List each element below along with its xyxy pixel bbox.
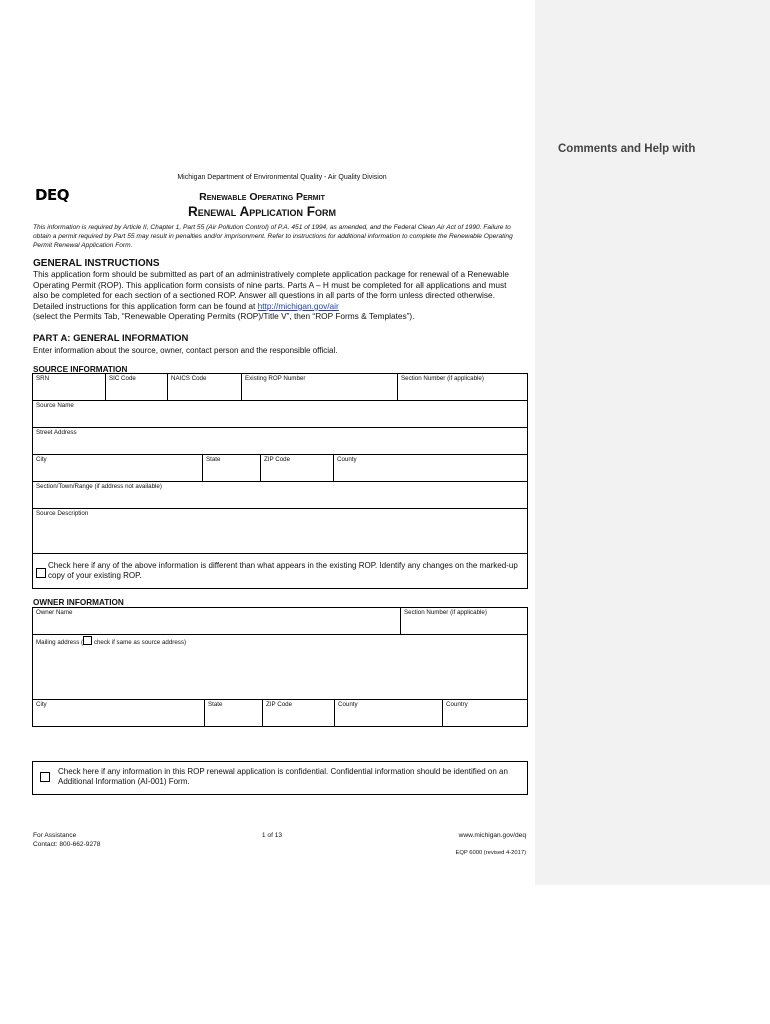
page-number: 1 of 13 bbox=[261, 832, 283, 839]
sic-code-field[interactable]: SIC Code bbox=[105, 373, 168, 401]
source-description-field[interactable]: Source Description bbox=[32, 508, 528, 554]
department-line: Michigan Department of Environmental Quality - Air Quality Division bbox=[177, 174, 387, 181]
intro-text: This information is required by Article II, Chapter 1, Part 55 (Air Pollution Control) of P.A. 451 of 1994, as amended, and the Federal Clean Air Act of 1990. Failure to obtain a permit required by Part 55 may result in penalties and/or imprisonment. Refer to instructions for additional information to complete the Renewable Operating Permit Renewal Application Form. bbox=[33, 224, 513, 249]
general-instructions-text bbox=[33, 269, 523, 322]
footer-url[interactable]: www.michigan.gov/deq bbox=[458, 832, 526, 839]
rop-number-field[interactable]: Existing ROP Number bbox=[241, 373, 398, 401]
county-field[interactable]: County bbox=[333, 454, 528, 482]
source-changes-box bbox=[32, 553, 528, 589]
part-a-subtitle: Enter information about the source, owner, contact person and the responsible official. bbox=[33, 346, 338, 355]
form-page bbox=[32, 0, 532, 1024]
owner-country-field[interactable]: Country bbox=[442, 699, 528, 727]
same-address-label: check if same as source address) bbox=[92, 639, 187, 646]
owner-state-field[interactable]: State bbox=[204, 699, 263, 727]
street-address-field[interactable]: Street Address bbox=[32, 427, 528, 455]
instructions-body: This application form should be submitted as part of an administratively complete application package for renewal of a Renewable Operating Permit (ROP). This application form consists of nine parts. Parts A – H must be completed for all applications and must also be completed for each section of a sectioned ROP. Answer all questions in all parts of the form unless directed otherwise. Detailed instructions for this application form can be found at bbox=[33, 269, 509, 311]
owner-city-field[interactable]: City bbox=[32, 699, 205, 727]
mailing-address-field[interactable] bbox=[32, 634, 528, 700]
confidential-checkbox[interactable] bbox=[40, 772, 50, 782]
comments-panel bbox=[535, 0, 770, 885]
instructions-tail: (select the Permits Tab, “Renewable Operating Permits (ROP)/Title V”, then “ROP Forms & Templates”). bbox=[33, 311, 415, 322]
confidential-text: Check here if any information in this ROP renewal application is confidential. Confidential information should be identified on an Additional Information (AI-001) Form. bbox=[58, 767, 508, 786]
naics-code-field[interactable]: NAICS Code bbox=[167, 373, 242, 401]
air-link[interactable]: http://michigan.gov/air bbox=[257, 300, 339, 311]
source-name-field[interactable]: Source Name bbox=[32, 400, 528, 428]
owner-name-field[interactable]: Owner Name bbox=[32, 607, 401, 635]
owner-info-heading: OWNER INFORMATION bbox=[33, 598, 124, 607]
general-instructions-heading: GENERAL INSTRUCTIONS bbox=[33, 258, 160, 269]
footer-contact: Contact: 800-662-9278 bbox=[33, 841, 101, 848]
city-field[interactable]: City bbox=[32, 454, 203, 482]
form-title-line1: Renewable Operating Permit bbox=[199, 191, 325, 203]
deq-logo: DEQ bbox=[35, 186, 69, 204]
source-info-heading: SOURCE INFORMATION bbox=[33, 365, 128, 374]
confidential-box bbox=[32, 761, 528, 795]
form-title-line2: Renewal Application Form bbox=[187, 204, 337, 219]
source-changes-checkbox[interactable] bbox=[36, 568, 46, 578]
mailing-address-label: Mailing address ( bbox=[36, 639, 84, 646]
srn-field[interactable]: SRN bbox=[32, 373, 106, 401]
part-a-heading: PART A: GENERAL INFORMATION bbox=[33, 333, 189, 344]
same-address-checkbox[interactable] bbox=[83, 636, 92, 645]
form-id: EQP 6000 (revised 4-2017) bbox=[455, 850, 526, 856]
zip-code-field[interactable]: ZIP Code bbox=[260, 454, 334, 482]
source-changes-text: Check here if any of the above information is different than what appears in the existing ROP. Identify any changes on the marked-up copy of your existing ROP. bbox=[48, 561, 518, 580]
state-field[interactable]: State bbox=[202, 454, 261, 482]
owner-section-number-field[interactable]: Section Number (if applicable) bbox=[400, 607, 528, 635]
section-number-field[interactable]: Section Number (if applicable) bbox=[397, 373, 528, 401]
section-town-range-field[interactable]: Section/Town/Range (if address not available) bbox=[32, 481, 528, 509]
owner-zip-code-field[interactable]: ZIP Code bbox=[262, 699, 335, 727]
footer-assistance: For Assistance bbox=[33, 832, 77, 839]
owner-county-field[interactable]: County bbox=[334, 699, 443, 727]
comments-panel-title: Comments and Help with bbox=[558, 143, 696, 155]
